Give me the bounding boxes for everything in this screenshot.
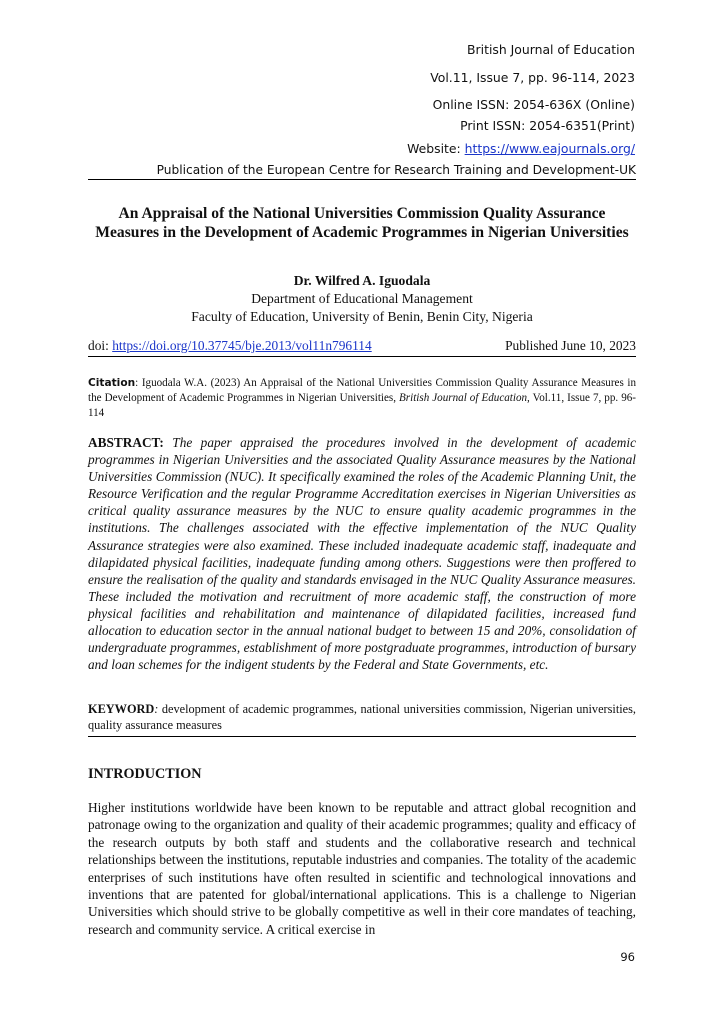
introduction-heading: INTRODUCTION	[88, 766, 202, 782]
abstract-label: ABSTRACT:	[88, 435, 164, 450]
journal-volume: Vol.11, Issue 7, pp. 96-114, 2023	[430, 70, 635, 85]
journal-website	[407, 141, 635, 156]
journal-name: British Journal of Education	[467, 42, 635, 57]
publisher-line: Publication of the European Centre for Research Training and Development-UK	[88, 163, 636, 180]
page-number: 96	[620, 950, 635, 964]
online-issn: Online ISSN: 2054-636X (Online)	[432, 97, 635, 112]
paper-title: An Appraisal of the National Universities Commission Quality Assurance Measures in the Development of Academic Programmes in Nigerian Universities	[95, 205, 629, 241]
doi-link[interactable]: https://doi.org/10.37745/bje.2013/vol11n796114	[112, 338, 372, 353]
website-link[interactable]: https://www.eajournals.org/	[464, 141, 635, 156]
author-department: Department of Educational Management	[251, 291, 473, 306]
author-name: Dr. Wilfred A. Iguodala	[293, 273, 431, 288]
print-issn: Print ISSN: 2054-6351(Print)	[460, 118, 635, 133]
keyword-colon: :	[154, 702, 159, 716]
citation-pages: Vol.11, Issue 7, pp. 96-114	[88, 392, 636, 419]
citation-journal: British Journal of Education,	[399, 392, 530, 404]
citation	[88, 376, 636, 421]
doi-label: doi:	[88, 338, 113, 353]
keyword-label: KEYWORD	[88, 702, 155, 716]
author-affiliation: Faculty of Education, University of Benin, Benin City, Nigeria	[191, 309, 533, 324]
citation-text: : Iguodala W.A. (2023) An Appraisal of the National Universities Commission Quality Assurance Measures in the Development of Academic Programmes in Nigerian Universities,	[88, 377, 636, 404]
abstract	[88, 434, 636, 673]
website-label: Website:	[407, 141, 465, 156]
author-block	[88, 272, 636, 326]
published-date: Published June 10, 2023	[505, 338, 636, 353]
keywords	[88, 701, 636, 737]
doi-line	[88, 338, 636, 357]
introduction-text: Higher institutions worldwide have been known to be reputable and attract global recognition and patronage owing to the organization and quality of their academic programmes; quality and efficacy of the research outputs by both staff and students and the collaborative research and technical relationships between the institutions, reputable industries and companies. The totality of the academic enterprises of such institutions have often resulted in scientific and technological innovations and inventions that are patented for global/international applications. This is a challenge to Nigerian Universities which should strive to be globally competitive as well in their core mandates of teaching, research and community service. A critical exercise in	[88, 800, 636, 937]
keyword-text: development of academic programmes, national universities commission, Nigerian universities, quality assurance measures	[88, 702, 636, 732]
abstract-text: The paper appraised the procedures involved in the development of academic programmes in Nigerian Universities and the associated Quality Assurance measures by the National Universities Commission (NUC). It specifically examined the roles of the Academic Planning Unit, the Resource Verification and the regular Programme Accreditation exercises in Nigerian Universities as critical quality assurance measures by the NUC to ensure quality academic programmes in the institutions. The challenges associated with the effective implementation of the NUC Quality Assurance strategies were also examined. These included inadequate academic staff, inadequate and dilapidated physical facilities, inadequate funding among others. Suggestions were then proffered to ensure the realisation of the quality and standards envisaged in the NUC Quality Assurance measures. These included the motivation and recruitment of more academic staff, the construction of more physical facilities and rehabilitation and maintenance of dilapidated facilities, increased fund allocation to education sector in the annual national budget to between 15 and 20%, consolidation of undergraduate programmes, establishment of more postgraduate programmes, introduction of bursary and loan schemes for the indigent students by the Federal and State Governments, etc.	[88, 435, 636, 673]
citation-label: Citation	[88, 377, 136, 389]
